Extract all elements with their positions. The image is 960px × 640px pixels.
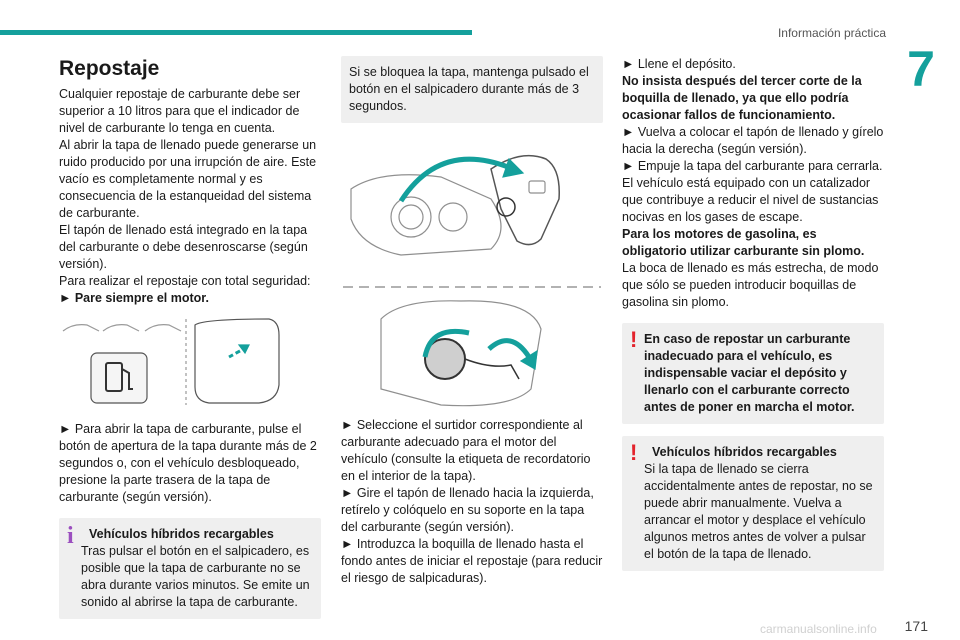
- warning-icon: !: [630, 440, 638, 465]
- blocked-flap-note: Si se bloquea la tapa, mantenga pulsado el botón en el salpicadero durante más de 3 segundos.: [341, 56, 603, 123]
- page-number: 171: [904, 618, 928, 634]
- watermark: carmanualsonline.info: [760, 622, 877, 636]
- fill-tank-step: ► Llene el depósito.: [622, 57, 736, 71]
- hybrid-warning-text: Si la tapa de llenado se cierra accidentalmente antes de repostar, no se puede abrir manualmente. Vuelva a arrancar el motor y desplace el vehículo algunos metros antes de volver a pulsar el botón de la tapa de llenado.: [644, 462, 873, 561]
- info-icon: i: [67, 523, 74, 549]
- info-box-hybrid: [59, 518, 321, 619]
- catalyst-note: El vehículo está equipado con un catalizador que contribuye a reducir el nivel de sustancias nocivas en los gases de escape.: [622, 176, 879, 224]
- open-flap-step: ► Para abrir la tapa de carburante, pulse el botón de apertura de la tapa durante más de 2 segundos o, con el vehículo desbloqueado, presione la parte trasera de la tapa de carburante (según versión).: [59, 422, 317, 504]
- section-title: Información práctica: [777, 26, 886, 40]
- intro-paragraph-2: Al abrir la tapa de llenado puede generarse un ruido producido por una irrupción de aire. Este vacío es completamente normal y es consecuencia de la estanqueidad del sistema de carburante.: [59, 138, 317, 220]
- stop-engine-step: ► Pare siempre el motor.: [59, 291, 209, 305]
- warning-icon: !: [630, 327, 638, 352]
- select-pump-step: ► Seleccione el surtidor correspondiente al carburante adecuado para el motor del vehículo (consulte la etiqueta de recordatorio en el interior de la tapa).: [341, 418, 591, 483]
- column-3: [622, 56, 884, 571]
- nozzle-note: La boca de llenado es más estrecha, de modo que sólo se pueden introducir boquillas de gasolina sin plomo.: [622, 261, 879, 309]
- info-box-title: Vehículos híbridos recargables: [89, 527, 274, 541]
- fuel-cap-illustration: [341, 129, 603, 417]
- fuel-flap-illustration: [59, 315, 321, 411]
- insert-nozzle-step: ► Introduzca la boquilla de llenado hasta el fondo antes de iniciar el repostaje (para reducir el riesgo de salpicaduras).: [341, 537, 603, 585]
- header-accent-bar: [0, 30, 472, 35]
- hybrid-warning-title: Vehículos híbridos recargables: [652, 445, 837, 459]
- fuel-cap-removal-illustration: [341, 129, 603, 417]
- intro-paragraph-3: El tapón de llenado está integrado en la tapa del carburante o debe desenroscarse (según versión).: [59, 223, 308, 271]
- info-box-text: Tras pulsar el botón en el salpicadero, es posible que la tapa de carburante no se abra durante varios minutos. Se emite un sonido al abrirse la tapa de carburante.: [81, 544, 310, 609]
- chapter-number: 7: [907, 41, 935, 97]
- no-insist-warning: No insista después del tercer corte de la boquilla de llenado, ya que ello podría ocasionar fallos de funcionamiento.: [622, 74, 862, 122]
- hybrid-warning: [622, 436, 884, 571]
- close-flap-step: ► Empuje la tapa del carburante para cerrarla.: [622, 159, 883, 173]
- turn-cap-step: ► Gire el tapón de llenado hacia la izquierda, retírelo y colóquelo en su soporte en la tapa del carburante (según versión).: [341, 486, 594, 534]
- column-2: [341, 56, 603, 587]
- intro-paragraph-4: Para realizar el repostaje con total seguridad:: [59, 274, 311, 288]
- unleaded-requirement: Para los motores de gasolina, es obligatorio utilizar carburante sin plomo.: [622, 227, 865, 258]
- dashboard-button-illustration: [59, 315, 321, 411]
- wrong-fuel-warning-text: En caso de repostar un carburante inadecuado para el vehículo, es indispensable vaciar el depósito y llenarlo con el carburante correcto antes de poner en marcha el motor.: [644, 332, 855, 414]
- page-title: Repostaje: [59, 57, 160, 80]
- wrong-fuel-warning: [622, 323, 884, 424]
- column-1: [59, 56, 321, 619]
- refit-cap-step: ► Vuelva a colocar el tapón de llenado y gírelo hacia la derecha (según versión).: [622, 125, 884, 156]
- intro-paragraph-1: Cualquier repostaje de carburante debe ser superior a 10 litros para que el indicador de nivel de carburante lo tenga en cuenta.: [59, 87, 301, 135]
